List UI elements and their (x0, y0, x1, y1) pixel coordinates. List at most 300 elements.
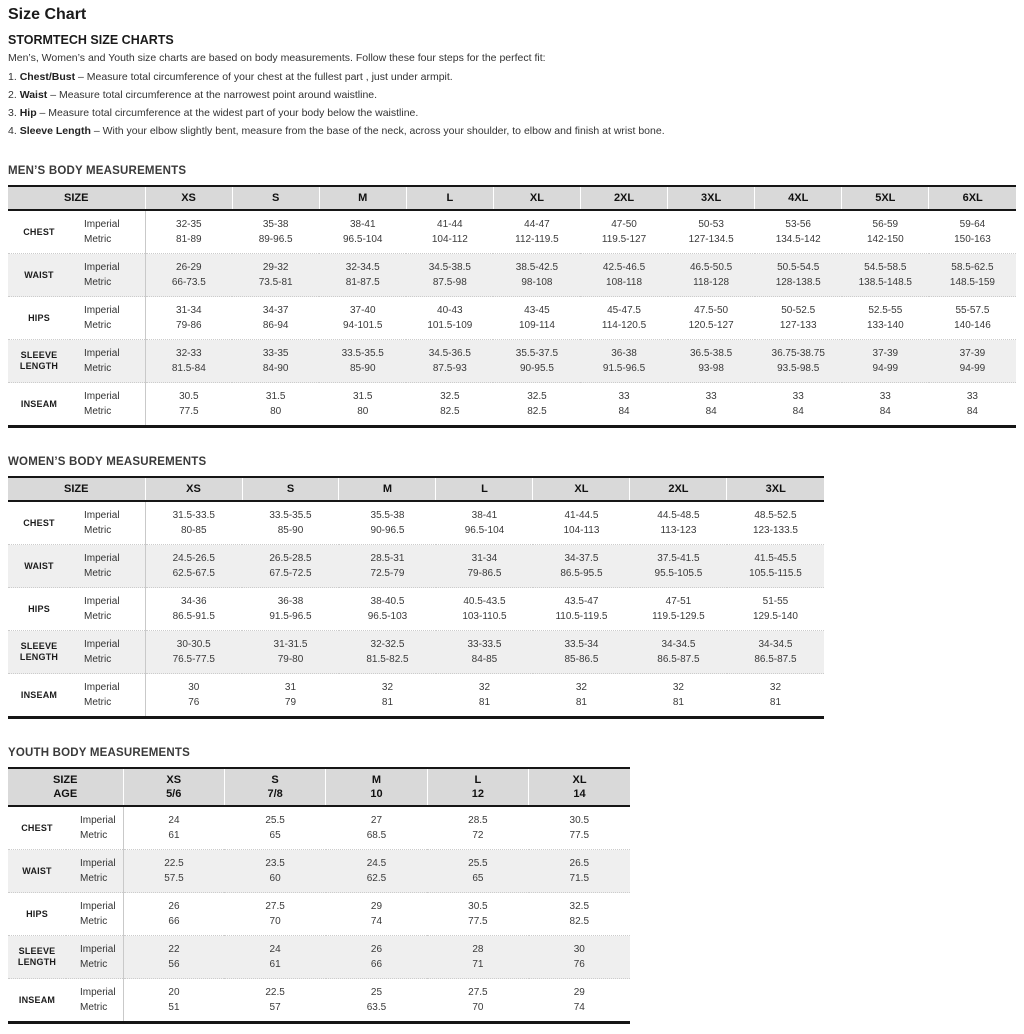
imperial-value: 25 (370, 987, 383, 998)
measurement-cell (755, 383, 842, 427)
measurement-cell (436, 588, 533, 631)
measurement-cell (668, 210, 755, 254)
metric-value: 51 (168, 1002, 180, 1013)
metric-value: 140-146 (954, 320, 991, 331)
measurement-cell (145, 297, 232, 340)
measurement-cell (580, 383, 667, 427)
size-value: XL (574, 483, 589, 495)
measurement-cell (755, 210, 842, 254)
imperial-value: 54.5-58.5 (864, 262, 907, 273)
measurement-cell (436, 631, 533, 674)
size-value: 5XL (875, 192, 896, 204)
measure-step (8, 71, 1016, 83)
unit-labels-cell (70, 383, 145, 427)
measurement-cell (326, 850, 427, 893)
row-label: HIPS (8, 588, 70, 631)
size-tables (8, 165, 1016, 1024)
measurement-cell (580, 254, 667, 297)
measurement-cell (224, 936, 325, 979)
size-value: 4XL (788, 192, 809, 204)
row-label: CHEST (23, 517, 55, 528)
metric-value: 61 (269, 959, 281, 970)
metric-label: Metric (80, 873, 108, 884)
measurement-cell (580, 210, 667, 254)
measurement-row (8, 383, 1016, 427)
imperial-value: 26 (370, 944, 383, 955)
imperial-value: 33-33.5 (467, 639, 502, 650)
imperial-value: 36.75-38.75 (771, 348, 825, 359)
size-col-header (580, 186, 667, 210)
size-col-header (533, 477, 630, 501)
imperial-value: 36-38 (277, 596, 304, 607)
measurement-cell (319, 210, 406, 254)
metric-value: 57 (269, 1002, 281, 1013)
mens-table-title: MEN’S BODY MEASUREMENTS (8, 165, 187, 177)
metric-value: 96.5-104 (464, 525, 505, 536)
imperial-value: 47-50 (611, 219, 637, 230)
metric-value: 67.5-72.5 (269, 568, 312, 579)
imperial-value: 42.5-46.5 (602, 262, 646, 273)
measurement-cell (755, 340, 842, 383)
measurement-cell (436, 545, 533, 588)
measurement-cell (242, 674, 339, 718)
imperial-value: 35.5-37.5 (515, 348, 559, 359)
measurement-cell (842, 254, 929, 297)
metric-value: 80 (270, 406, 282, 417)
imperial-value: 50.5-54.5 (777, 262, 820, 273)
measurement-row (8, 936, 630, 979)
imperial-value: 50-53 (698, 219, 724, 230)
metric-value: 70 (472, 1002, 484, 1013)
size-value: S (271, 774, 279, 786)
imperial-value: 34-34.5 (758, 639, 793, 650)
metric-value: 94-101.5 (343, 320, 383, 331)
metric-label: Metric (84, 234, 112, 245)
imperial-value: 38-41 (471, 510, 498, 521)
measurement-cell (727, 631, 824, 674)
size-col-header (727, 477, 824, 501)
imperial-value: 37.5-41.5 (657, 553, 700, 564)
imperial-value: 37-39 (959, 348, 986, 359)
unit-labels-cell (66, 979, 123, 1023)
measurement-cell (580, 340, 667, 383)
metric-value: 81 (575, 697, 587, 708)
metric-value: 96.5-103 (367, 611, 408, 622)
measurement-cell (326, 979, 427, 1023)
metric-value: 85-90 (349, 363, 376, 374)
metric-value: 70 (269, 916, 281, 927)
imperial-value: 32-34.5 (345, 262, 380, 273)
metric-label: Metric (80, 1002, 108, 1013)
size-header-cell (8, 477, 145, 501)
metric-value: 77.5 (468, 916, 488, 927)
measurement-cell (326, 893, 427, 936)
metric-value: 127-134.5 (688, 234, 734, 245)
imperial-value: 32 (381, 682, 394, 693)
metric-value: 119.5-129.5 (652, 611, 705, 622)
measurement-cell (630, 631, 727, 674)
metric-value: 56 (168, 959, 180, 970)
measurement-cell (630, 545, 727, 588)
metric-value: 72.5-79 (370, 568, 405, 579)
size-value: L (446, 192, 454, 204)
measurement-cell (929, 297, 1016, 340)
imperial-label: Imperial (80, 858, 116, 869)
metric-value: 89-96.5 (258, 234, 293, 245)
imperial-value: 56-59 (872, 219, 899, 230)
metric-value: 81 (381, 697, 394, 708)
imperial-value: 34-36 (180, 596, 207, 607)
size-value: S (271, 192, 280, 204)
size-value: XS (181, 192, 196, 204)
imperial-value: 35.5-38 (370, 510, 405, 521)
imperial-label: Imperial (80, 944, 116, 955)
imperial-value: 55-57.5 (955, 305, 990, 316)
size-col-header (436, 477, 533, 501)
measurement-row (8, 588, 824, 631)
measurement-cell (232, 254, 319, 297)
size-value: 3XL (701, 192, 722, 204)
imperial-value: 30.5 (179, 391, 199, 402)
imperial-value: 32.5 (440, 391, 460, 402)
unit-labels-cell (70, 501, 145, 545)
measurement-cell (145, 588, 242, 631)
metric-value: 94-99 (872, 363, 899, 374)
imperial-value: 41.5-45.5 (754, 553, 797, 564)
metric-value: 94-99 (959, 363, 986, 374)
measurement-cell (427, 806, 528, 850)
metric-value: 74 (370, 916, 383, 927)
measurement-cell (755, 254, 842, 297)
measurement-cell (145, 210, 232, 254)
measurement-cell (319, 297, 406, 340)
row-label: INSEAM (8, 383, 70, 427)
measurement-cell (123, 936, 224, 979)
imperial-value: 37-39 (872, 348, 899, 359)
measurement-cell (630, 674, 727, 718)
metric-value: 77.5 (569, 830, 590, 841)
imperial-label: Imperial (84, 262, 120, 273)
measurement-cell (533, 588, 630, 631)
measurement-cell (224, 806, 325, 850)
imperial-value: 51-55 (762, 596, 789, 607)
imperial-value: 44-47 (524, 219, 550, 230)
measurement-cell (319, 340, 406, 383)
metric-label: Metric (80, 916, 108, 927)
metric-value: 86.5-87.5 (657, 654, 700, 665)
imperial-value: 58.5-62.5 (951, 262, 994, 273)
size-label: SIZE (64, 483, 89, 495)
measurement-cell (224, 893, 325, 936)
size-header-cell (8, 186, 145, 210)
measurement-cell (339, 501, 436, 545)
metric-value: 77.5 (179, 406, 199, 417)
measurement-cell (533, 674, 630, 718)
unit-labels-cell (70, 340, 145, 383)
metric-value: 96.5-104 (343, 234, 383, 245)
measurement-cell (339, 674, 436, 718)
metric-value: 86.5-91.5 (172, 611, 215, 622)
imperial-value: 34-37 (262, 305, 289, 316)
metric-label: Metric (84, 406, 112, 417)
metric-value: 84-90 (262, 363, 289, 374)
imperial-value: 27 (370, 815, 383, 826)
imperial-value: 29 (573, 987, 585, 998)
metric-value: 66 (370, 959, 383, 970)
metric-value: 76.5-77.5 (172, 654, 215, 665)
imperial-value: 22.5 (164, 858, 184, 869)
metric-value: 79-86.5 (467, 568, 502, 579)
metric-value: 62.5-67.5 (172, 568, 215, 579)
measurement-cell (319, 383, 406, 427)
measurement-cell (842, 340, 929, 383)
row-label: CHEST (23, 226, 55, 237)
imperial-value: 24 (168, 815, 180, 826)
metric-value: 93.5-98.5 (777, 363, 820, 374)
row-label: HIPS (8, 297, 70, 340)
metric-value: 133-140 (866, 320, 904, 331)
age-value: 10 (370, 788, 383, 800)
metric-value: 114-120.5 (601, 320, 647, 331)
measurement-cell (242, 501, 339, 545)
imperial-value: 36-38 (611, 348, 637, 359)
metric-label: Metric (84, 277, 112, 288)
age-value: 12 (471, 788, 484, 800)
imperial-value: 27.5 (265, 901, 285, 912)
measurement-cell (145, 254, 232, 297)
metric-value: 90-95.5 (519, 363, 554, 374)
imperial-value: 33 (792, 391, 804, 402)
metric-value: 79-80 (277, 654, 304, 665)
metric-value: 86.5-87.5 (754, 654, 797, 665)
metric-value: 91.5-96.5 (269, 611, 312, 622)
metric-value: 95.5-105.5 (654, 568, 703, 579)
imperial-value: 33 (879, 391, 891, 402)
measurement-cell (242, 588, 339, 631)
row-label: SLEEVE LENGTH (8, 936, 66, 979)
row-label: HIPS (8, 893, 66, 936)
metric-value: 93-98 (698, 363, 724, 374)
imperial-value: 40.5-43.5 (463, 596, 506, 607)
step-number: 1. (8, 71, 17, 83)
metric-value: 57.5 (164, 873, 184, 884)
imperial-value: 33.5-35.5 (269, 510, 312, 521)
row-label: SLEEVE LENGTH (8, 340, 70, 383)
size-value: M (371, 774, 382, 786)
measurement-row (8, 850, 630, 893)
metric-value: 90-96.5 (370, 525, 405, 536)
metric-value: 85-90 (277, 525, 304, 536)
imperial-value: 50-52.5 (781, 305, 816, 316)
measurement-cell (529, 936, 630, 979)
metric-value: 128-138.5 (775, 277, 821, 288)
step-term: Chest/Bust (19, 71, 76, 83)
measurement-cell (232, 297, 319, 340)
metric-label: Metric (80, 959, 108, 970)
metric-value: 71 (472, 959, 484, 970)
measurement-cell (529, 979, 630, 1023)
youth-measurements-table (8, 767, 630, 1024)
metric-value: 84 (705, 406, 717, 417)
unit-labels-cell (66, 850, 123, 893)
size-value: L (474, 774, 482, 786)
metric-value: 91.5-96.5 (602, 363, 646, 374)
metric-value: 86.5-95.5 (560, 568, 603, 579)
imperial-value: 30.5 (569, 815, 590, 826)
size-col-header (929, 186, 1016, 210)
metric-value: 104-112 (431, 234, 468, 245)
imperial-value: 26.5-28.5 (269, 553, 312, 564)
measurement-cell (493, 210, 580, 254)
metric-value: 87.5-98 (432, 277, 467, 288)
size-label: SIZE (64, 192, 89, 204)
measure-step (8, 125, 1016, 137)
measurement-cell (929, 254, 1016, 297)
measurement-cell (326, 936, 427, 979)
row-label: INSEAM (8, 979, 66, 1023)
size-col-header (630, 477, 727, 501)
womens-table-title: WOMEN’S BODY MEASUREMENTS (8, 456, 207, 468)
imperial-value: 31.5 (353, 391, 373, 402)
measurement-cell (326, 806, 427, 850)
imperial-value: 30 (573, 944, 585, 955)
measurement-row (8, 210, 1016, 254)
measurement-cell (842, 297, 929, 340)
imperial-value: 38-40.5 (370, 596, 405, 607)
imperial-value: 41-44.5 (564, 510, 599, 521)
size-col-header (529, 768, 630, 806)
metric-value: 103-110.5 (462, 611, 507, 622)
size-col-header (326, 768, 427, 806)
imperial-value: 26.5 (569, 858, 590, 869)
imperial-value: 52.5-55 (868, 305, 903, 316)
measurement-cell (630, 501, 727, 545)
size-value: L (481, 483, 488, 495)
imperial-value: 32 (478, 682, 491, 693)
measurement-cell (406, 254, 493, 297)
metric-value: 81 (672, 697, 684, 708)
size-value: 6XL (962, 192, 983, 204)
imperial-label: Imperial (80, 901, 116, 912)
imperial-value: 47.5-50 (694, 305, 729, 316)
measurement-cell (232, 383, 319, 427)
unit-labels-cell (70, 254, 145, 297)
imperial-value: 22.5 (265, 987, 285, 998)
measurement-row (8, 340, 1016, 383)
metric-value: 72 (472, 830, 484, 841)
size-value: XL (572, 774, 587, 786)
step-term: Sleeve Length (19, 125, 91, 137)
metric-value: 65 (269, 830, 281, 841)
imperial-value: 30 (188, 682, 200, 693)
measurement-cell (493, 383, 580, 427)
measurement-cell (727, 545, 824, 588)
womens-measurements-table (8, 476, 824, 719)
size-col-header (668, 186, 755, 210)
metric-value: 81 (769, 697, 782, 708)
measure-step (8, 107, 1016, 119)
imperial-value: 25.5 (468, 858, 488, 869)
metric-value: 84 (966, 406, 978, 417)
measurement-cell (224, 979, 325, 1023)
imperial-value: 46.5-50.5 (689, 262, 733, 273)
unit-labels-cell (66, 936, 123, 979)
measurement-cell (319, 254, 406, 297)
metric-value: 60 (269, 873, 281, 884)
metric-value: 112-119.5 (515, 234, 559, 245)
imperial-value: 32 (769, 682, 782, 693)
imperial-value: 43.5-47 (564, 596, 599, 607)
measurement-cell (145, 501, 242, 545)
age-value: 5/6 (166, 788, 182, 800)
imperial-value: 47-51 (665, 596, 692, 607)
size-value: M (382, 483, 393, 495)
measurement-cell (842, 210, 929, 254)
imperial-label: Imperial (84, 553, 120, 564)
imperial-value: 33 (705, 391, 717, 402)
unit-labels-cell (66, 806, 123, 850)
unit-labels-cell (70, 674, 145, 718)
metric-label: Metric (84, 697, 112, 708)
imperial-value: 32-33 (176, 348, 202, 359)
measurement-cell (529, 850, 630, 893)
age-value: 14 (573, 788, 586, 800)
measure-step (8, 89, 1016, 101)
measurement-cell (406, 340, 493, 383)
measurement-cell (145, 631, 242, 674)
measurement-cell (727, 674, 824, 718)
metric-value: 84 (618, 406, 630, 417)
metric-value: 101.5-109 (427, 320, 473, 331)
step-term: Waist (19, 89, 48, 101)
metric-value: 81 (478, 697, 491, 708)
imperial-value: 27.5 (468, 987, 488, 998)
measurement-cell (123, 893, 224, 936)
measurement-cell (406, 297, 493, 340)
measurement-cell (529, 893, 630, 936)
imperial-label: Imperial (84, 305, 120, 316)
imperial-value: 33.5-35.5 (341, 348, 384, 359)
metric-value: 109-114 (518, 320, 555, 331)
measurement-cell (436, 674, 533, 718)
imperial-value: 23.5 (265, 858, 285, 869)
step-number: 3. (8, 107, 17, 119)
metric-value: 120.5-127 (688, 320, 734, 331)
imperial-value: 29 (370, 901, 383, 912)
measurement-cell (668, 254, 755, 297)
imperial-value: 33.5-34 (564, 639, 599, 650)
metric-value: 61 (168, 830, 180, 841)
metric-label: Metric (84, 568, 112, 579)
imperial-value: 31.5-33.5 (172, 510, 215, 521)
unit-labels-cell (70, 631, 145, 674)
size-value: 2XL (668, 483, 689, 495)
measurement-cell (123, 806, 224, 850)
imperial-label: Imperial (84, 391, 120, 402)
size-col-header (123, 768, 224, 806)
size-col-header (319, 186, 406, 210)
measurement-row (8, 501, 824, 545)
imperial-value: 40-43 (437, 305, 463, 316)
imperial-value: 43-45 (524, 305, 550, 316)
imperial-value: 32 (672, 682, 684, 693)
step-text: – Measure total circumference of your chest at the fullest part , just under armpit. (78, 71, 453, 83)
imperial-value: 32-32.5 (370, 639, 405, 650)
stormtech-size-charts-heading: STORMTECH SIZE CHARTS (8, 33, 174, 47)
measurement-cell (242, 545, 339, 588)
metric-label: Metric (84, 320, 112, 331)
imperial-value: 20 (168, 987, 180, 998)
